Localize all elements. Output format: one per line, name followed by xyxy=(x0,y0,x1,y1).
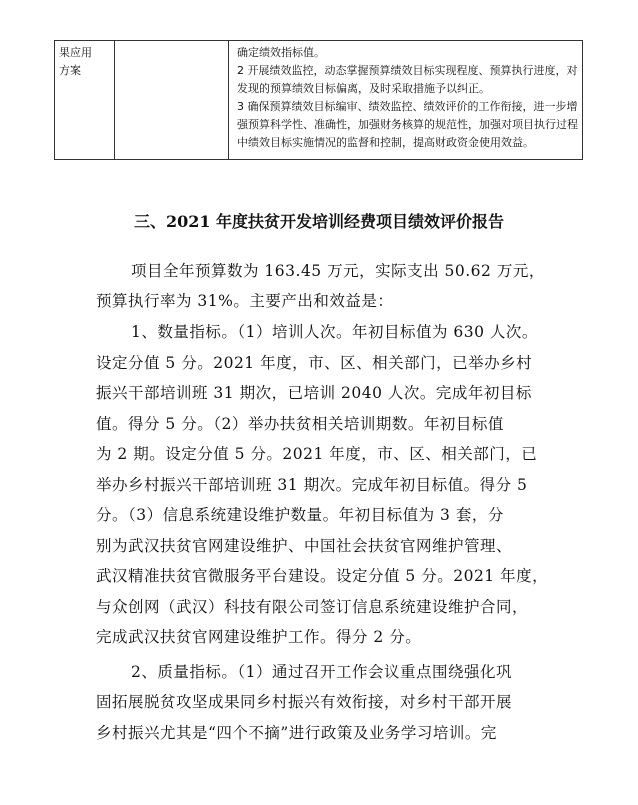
table-cell-category xyxy=(55,41,115,159)
paragraph-line: 分。（3）信息系统建设维护数量。年初目标值为 3 套，分 xyxy=(96,506,504,524)
paragraph-line: 乡村振兴尤其是“四个不摘”进行政策及业务学习培训。完 xyxy=(96,724,497,742)
cell-text-line: 强预算科学性、准确性，加强财务核算的规范性，加强对项目执行过程 xyxy=(237,118,578,131)
cell-text-line: 3 确保预算绩效目标编审、绩效监控、绩效评价的工作衔接，进一步增 xyxy=(237,100,578,113)
cell-text-line: 2 开展绩效监控，动态掌握预算绩效目标实现程度、预算执行进度，对 xyxy=(237,64,578,77)
paragraph-line: 预算执行率为 31%。主要产出和效益是： xyxy=(96,292,394,310)
paragraph-line: 2、质量指标。（1）通过召开工作会议重点围绕强化巩 xyxy=(131,663,512,681)
cell-text-line: 中绩效目标实施情况的监督和控制，提高财政资金使用效益。 xyxy=(237,136,534,149)
paragraph-line: 1、数量指标。（1）培训人次。年初目标值为 630 人次。 xyxy=(131,323,538,341)
paragraph-line: 振兴干部培训班 31 期次，已培训 2040 人次。完成年初目标 xyxy=(96,384,532,402)
paragraph-line: 项目全年预算数为 163.45 万元，实际支出 50.62 万元， xyxy=(131,262,545,280)
paragraph-line: 为 2 期。设定分值 5 分。2021 年度，市、区、相关部门，已 xyxy=(96,445,538,463)
results-table xyxy=(54,40,583,160)
section-title: 三、2021 年度扶贫开发培训经费项目绩效评价报告 xyxy=(133,212,505,231)
paragraph-line: 固拓展脱贫攻坚成果同乡村振兴有效衔接，对乡村干部开展 xyxy=(96,693,513,711)
paragraph-line: 完成武汉扶贫官网建设维护工作。得分 2 分。 xyxy=(96,628,422,646)
paragraph-line: 别为武汉扶贫官网建设维护、中国社会扶贫官网维护管理、 xyxy=(96,537,513,555)
table-cell-empty xyxy=(115,41,229,159)
cell-text-line: 方案 xyxy=(59,64,81,77)
paragraph-line: 举办乡村振兴干部培训班 31 期次。完成年初目标值。得分 5 xyxy=(96,476,528,494)
paragraph-line: 值。得分 5 分。（2）举办扶贫相关培训期数。年初目标值 xyxy=(96,415,504,433)
cell-text-line: 确定绩效指标值。 xyxy=(237,46,325,59)
paragraph-line: 与众创网（武汉）科技有限公司签订信息系统建设维护合同， xyxy=(96,598,529,616)
cell-text-line: 果应用 xyxy=(59,46,92,59)
paragraph-line: 武汉精准扶贫官微服务平台建设。设定分值 5 分。2021 年度， xyxy=(96,567,549,585)
table-cell-content xyxy=(229,41,582,159)
cell-text-line: 发现的预算绩效目标偏离，及时采取措施予以纠正。 xyxy=(237,82,490,95)
paragraph-line: 设定分值 5 分。2021 年度，市、区、相关部门，已举办乡村 xyxy=(96,354,533,372)
